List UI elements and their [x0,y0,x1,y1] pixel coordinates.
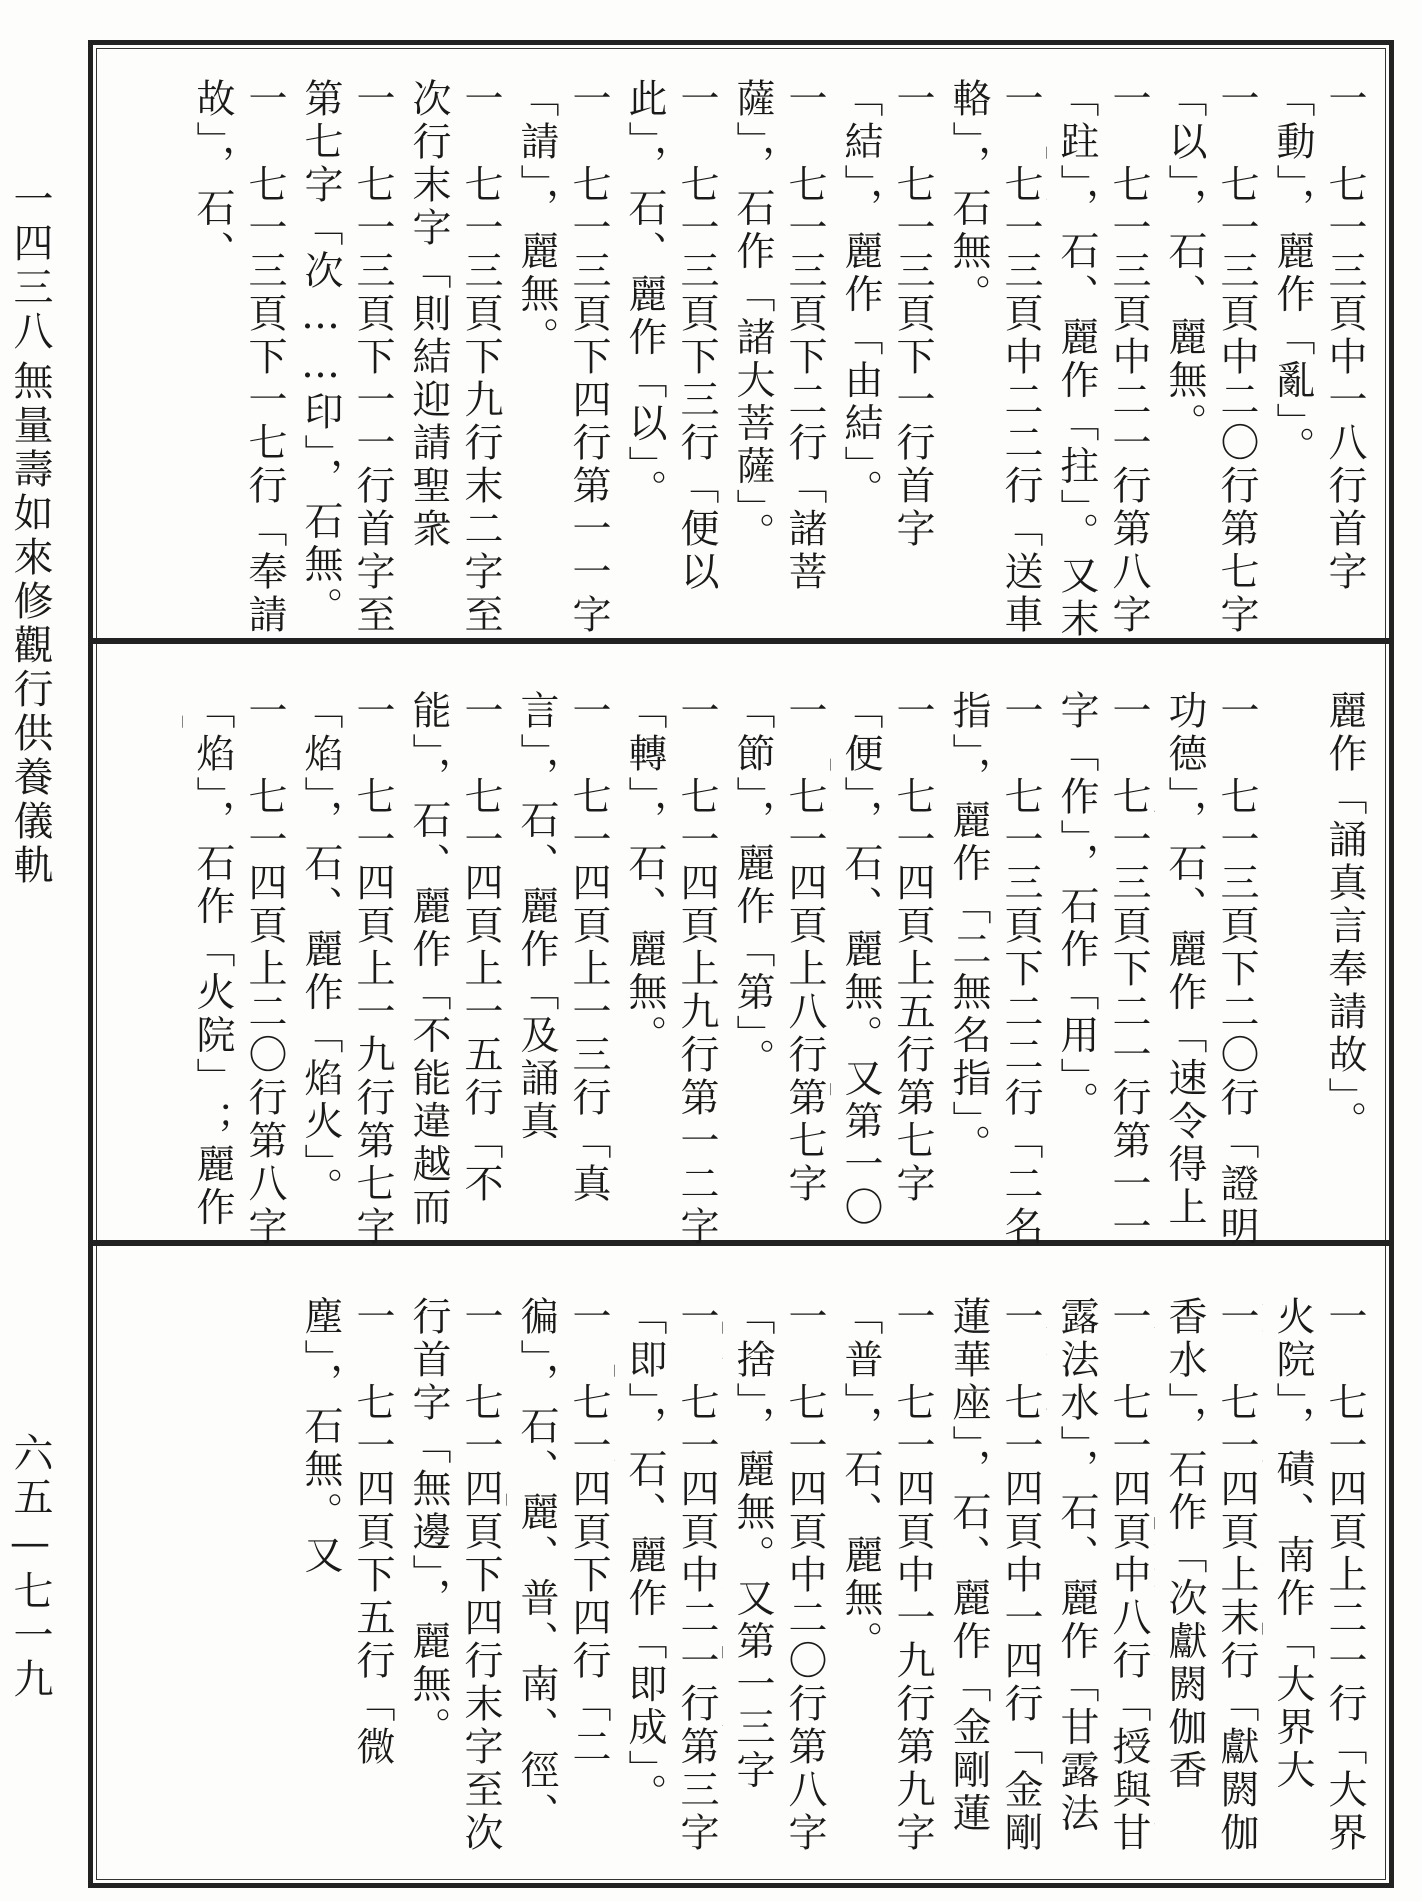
note-column: 一 七一四頁中一九行第九字「普」，石、麗無。 [838,1296,935,1855]
note-column: 一 七一四頁中八行「授與甘露法水」，石、麗作「甘露法 [1054,1296,1151,1855]
folio-reference: 六五—七一九 [7,1432,53,1702]
note-column: 一 七一三頁下二行「諸菩薩」，石作「諸大菩薩」。 [730,78,827,594]
note-column: 一 七一三頁中一八行首字「動」，麗作「亂」。 [1270,78,1367,594]
note-column: 一 七一四頁中一四行「金剛蓮華座」，石、麗作「金剛蓮 [946,1296,1043,1855]
note-column: 麗作「誦真言奉請故」。 [1322,690,1367,1144]
book-title: 無量壽如來修觀行供養儀軌 [7,360,53,888]
note-column: 一 七一三頁下一一行首字至第七字「次……印」，石無。 [298,78,395,637]
collation-panel-top [130,78,1370,658]
note-column: 一 七一三頁中二一行第八字「跓」，石、麗作「拄」。又末 [1054,78,1151,641]
note-column: 一 七一四頁上二一行「大界火院」，磧、南作「大界大 [1270,1296,1367,1855]
note-column: 一 七一三頁下二二行「二名指」，麗作「二無名指」。 [946,690,1043,1249]
note-column: 一 七一四頁下四行「二徧」，石、麗、普、南、徑、 [514,1296,611,1836]
note-column: 一 七一四頁上一三行「真言」，石、麗作「及誦真 [514,690,611,1206]
collation-panel-middle [130,690,1370,1250]
note-column: 一 七一三頁下二一行第一一字「作」，石作「用」。 [1054,690,1151,1249]
note-column: 一 七一四頁下四行末字至次行首字「無邊」，麗無。 [406,1296,503,1855]
note-column: 一 七一四頁上一五行「不能」，石、麗作「不能違越而 [406,690,503,1230]
note-column: 一 七一四頁下五行「微塵」，石無。又 [298,1296,395,1769]
note-column: 一 七一四頁上五行第七字「便」，石、麗無。又第一〇 [838,690,935,1230]
note-column: 一 七一四頁上九行第一二字「轉」，石、麗無。 [622,690,719,1249]
note-column: 一 七一四頁上末行「獻閼伽香水」，石作「次獻閼伽香 [1162,1296,1259,1855]
note-column: 一 七一四頁上二〇行第八字「焰」，石作「火院」；麗作 [190,690,287,1249]
note-column: 一 七一三頁下二〇行「證明功德」，石、麗作「速令得上 [1162,690,1259,1249]
note-column: 一 七一三頁中二二行「送車輅」，石無。 [946,78,1043,637]
note-column: 一 七一三頁中二〇行第七字「以」，石、麗無。 [1162,78,1259,637]
note-column: 一 七一三頁下三行「便以此」，石、麗作「以」。 [622,78,719,594]
note-column: 一 七一三頁下一行首字「結」，麗作「由結」。 [838,78,935,551]
note-column: 一 七一四頁中二一行第三字「即」，石、麗作「即成」。 [622,1296,719,1855]
note-column: 一 七一四頁上一九行第七字「焰」，石、麗作「焰火」。 [298,690,395,1249]
note-column: 一 七一四頁中二〇行第八字「捨」，麗無。又第一三字 [730,1296,827,1855]
note-column: 一 七一三頁下一七行「奉請故」，石、 [190,78,287,637]
note-column: 一 七一三頁下九行末二字至次行末字「則結迎請聖衆 [406,78,503,637]
note-column: 一 七一四頁上八行第七字「節」，麗作「第」。 [730,690,827,1206]
collation-panel-bottom [130,1296,1370,1856]
page-number: 一四三八 [7,178,53,354]
note-column: 一 七一三頁下四行第一一字「請」，麗無。 [514,78,611,637]
